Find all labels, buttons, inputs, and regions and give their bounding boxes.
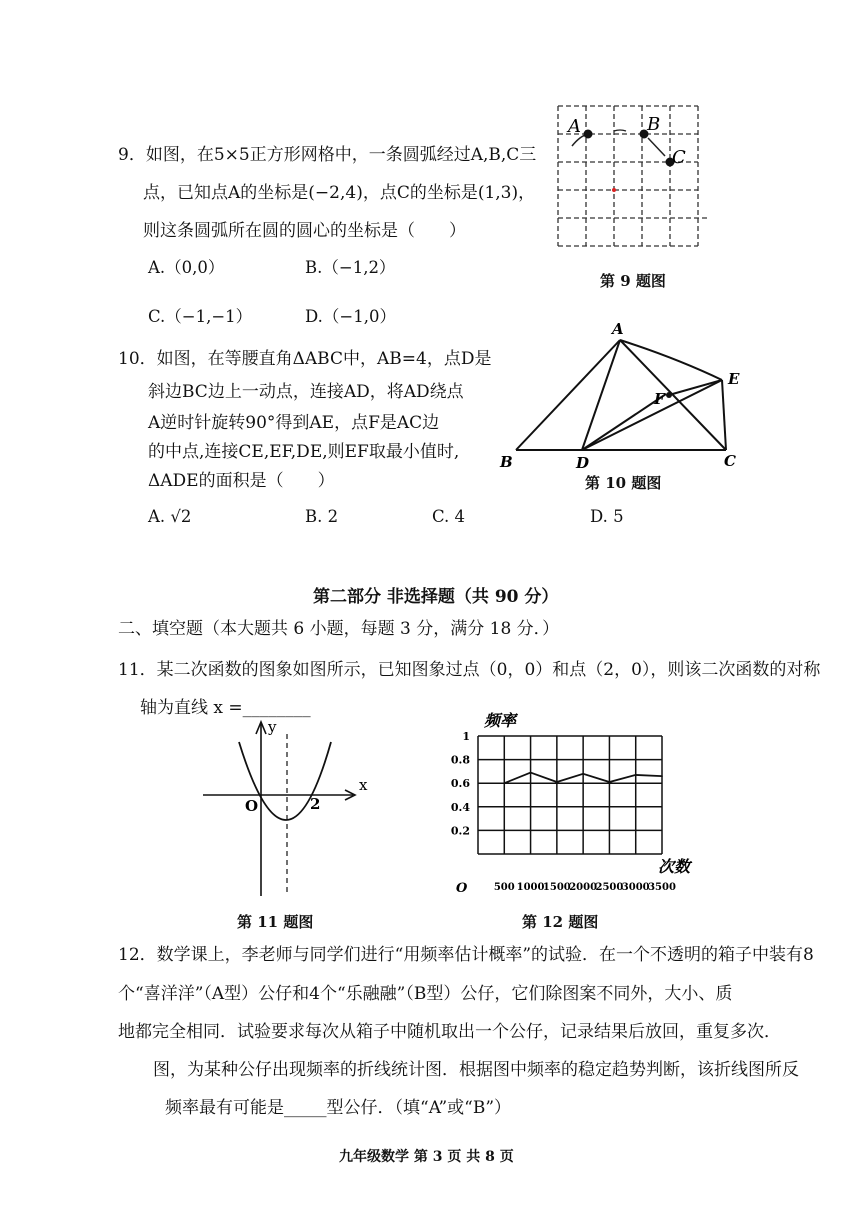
chart-x-axis-label: 次数 <box>658 857 691 876</box>
fill-in-section-heading: 二、填空题（本大题共 6 小题，每题 3 分，满分 18 分．） <box>118 619 560 639</box>
q9-line1: 9．如图，在5×5正方形网格中，一条圆弧经过A,B,C三 <box>118 145 537 165</box>
q11-label-two: 2 <box>310 795 321 813</box>
q10-line5: ΔADE的面积是（ ） <box>148 471 335 491</box>
page-footer: 九年级数学 第 3 页 共 8 页 <box>339 1149 514 1165</box>
q9-option-c: C.（−1,−1） <box>148 307 253 326</box>
q12-line1: 12．数学课上，李老师与同学们进行“用频率估计概率”的试验．在一个不透明的箱子中装有8 <box>118 945 814 965</box>
chart-data-point <box>661 775 663 777</box>
q11-line1: 11．某二次函数的图象如图所示，已知图象过点（0，0）和点（2，0），则该二次函数的对称 <box>118 660 821 680</box>
q10-option-d: D. 5 <box>590 507 624 526</box>
q10-option-b: B. 2 <box>305 507 339 526</box>
q12-caption: 第 12 题图 <box>522 913 599 931</box>
q10-option-c: C. 4 <box>432 507 466 526</box>
q10-line4: 的中点,连接CE,EF,DE,则EF取最小值时, <box>148 442 460 462</box>
q10-label-c: C <box>724 452 736 470</box>
q9-option-b: B.（−1,2） <box>305 258 396 277</box>
chart-y-tick-label: 0.8 <box>450 753 470 767</box>
chart-data-point <box>609 781 611 783</box>
q10-label-d: D <box>576 454 590 472</box>
chart-x-tick-label: 500 <box>493 882 515 893</box>
q12-line2: 个“喜洋洋”（A型）公仔和4个“乐融融”（B型）公仔，它们除图案不同外，大小、质 <box>118 984 733 1004</box>
q12-line3: 地都完全相同．试验要求每次从箱子中随机取出一个公仔，记录结果后放回，重复多次． <box>118 1022 781 1042</box>
chart-data-point <box>556 781 558 783</box>
q9-label-b: B <box>647 114 661 135</box>
q10-label-e: E <box>728 370 740 388</box>
q10-label-a: A <box>612 320 624 338</box>
part2-title: 第二部分 非选择题（共 90 分） <box>313 587 559 607</box>
q12-line4: 图，为某种公仔出现频率的折线统计图．根据图中频率的稳定趋势判断，该折线图所反 <box>153 1060 799 1080</box>
q9-grid-figure <box>550 98 720 266</box>
chart-x-tick-label: 2500 <box>595 882 624 893</box>
q9-label-c: C <box>672 147 686 168</box>
q10-line3: A逆时针旋转90°得到AE，点F是AC边 <box>148 413 440 433</box>
q11-caption: 第 11 题图 <box>237 913 314 931</box>
q10-triangle-figure <box>496 318 756 478</box>
q11-parabola-figure <box>195 716 375 900</box>
chart-data-point <box>503 782 505 784</box>
q9-point-a <box>584 130 593 139</box>
chart-y-tick-label: 1 <box>462 730 470 743</box>
chart-y-tick-label: 0.2 <box>450 824 470 838</box>
q10-line1: 10．如图，在等腰直角ΔABC中，AB=4，点D是 <box>118 349 492 369</box>
q11-label-y: y <box>268 718 277 736</box>
chart-x-tick-label: 3500 <box>648 882 676 893</box>
chart-x-tick-label: 3000 <box>621 882 650 893</box>
q12-line5: 频率最有可能是_____型公仔．（填“A”或“B”） <box>165 1098 512 1118</box>
q11-label-origin: O <box>245 797 259 815</box>
q10-label-f: F <box>654 390 665 408</box>
q12-frequency-chart <box>440 708 712 898</box>
chart-origin-label: O <box>456 881 468 896</box>
chart-data-point <box>635 774 637 776</box>
chart-x-tick-label: 2000 <box>569 882 598 893</box>
q9-line3: 则这条圆弧所在圆的圆心的坐标是（ ） <box>143 221 466 241</box>
q9-caption: 第 9 题图 <box>600 272 666 290</box>
q10-label-b: B <box>500 453 513 471</box>
q10-line2: 斜边BC边上一动点，连接AD，将AD绕点 <box>148 382 464 402</box>
chart-data-point <box>530 772 532 774</box>
q9-label-a: A <box>568 116 581 137</box>
chart-x-tick-label: 1000 <box>516 882 545 893</box>
chart-y-tick-label: 0.6 <box>450 777 470 791</box>
q9-option-a: A.（0,0） <box>148 258 225 277</box>
q10-option-a: A. √2 <box>148 507 192 526</box>
chart-y-tick-label: 0.4 <box>450 800 470 814</box>
q11-line2: 轴为直线 x =________ <box>140 698 311 718</box>
chart-x-tick-label: 1500 <box>542 882 571 893</box>
q10-caption: 第 10 题图 <box>585 474 662 492</box>
chart-data-point <box>582 773 584 775</box>
q9-option-d: D.（−1,0） <box>305 307 396 326</box>
q11-label-x: x <box>359 776 368 794</box>
chart-y-axis-label: 频率 <box>484 711 517 730</box>
q9-line2: 点，已知点A的坐标是(−2,4)，点C的坐标是(1,3)， <box>143 183 536 203</box>
